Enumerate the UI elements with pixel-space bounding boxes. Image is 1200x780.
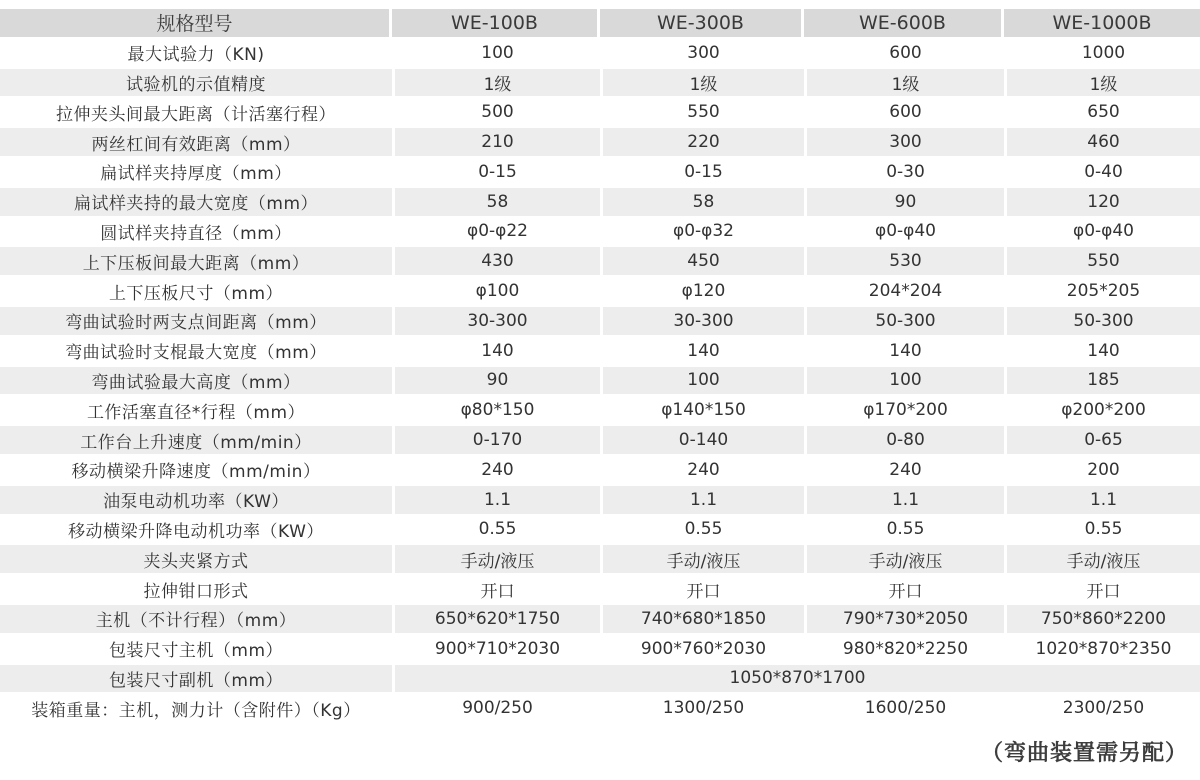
table-cell: 300 [804,128,1004,156]
table-cell: 430 [392,247,600,275]
table-cell: 204*204 [804,277,1004,305]
table-row [0,39,1200,67]
table-cell: 140 [804,337,1004,365]
table-row [0,575,1200,603]
table-cell: 240 [804,456,1004,484]
table-row [0,218,1200,246]
table-row [0,247,1200,275]
table-row [0,665,1200,693]
table-cell: 140 [600,337,804,365]
row-label: 装箱重量：主机，测力计（含附件）（Kg） [0,694,392,722]
table-cell: 58 [600,188,804,216]
row-label: 弯曲试验最大高度（mm） [0,367,392,395]
table-cell: 980*820*2250 [804,635,1004,663]
table-cell: 1级 [804,69,1004,97]
table-row [0,486,1200,514]
table-cell: 1.1 [1004,486,1200,514]
row-label: 圆试样夹持直径（mm） [0,218,392,246]
row-label: 包装尺寸副机（mm） [0,665,392,693]
table-cell: 600 [804,39,1004,67]
table-cell: φ200*200 [1004,396,1200,424]
table-cell: 1600/250 [804,694,1004,722]
table-cell: φ0-φ40 [804,218,1004,246]
table-row [0,694,1200,722]
table-row [0,605,1200,633]
table-cell: 1050*870*1700 [392,665,1200,693]
table-cell: 240 [392,456,600,484]
table-cell: 1级 [392,69,600,97]
row-label: 拉伸钳口形式 [0,575,392,603]
row-label: 拉伸夹头间最大距离（计活塞行程） [0,98,392,126]
table-cell: φ100 [392,277,600,305]
row-label: 两丝杠间有效距离（mm） [0,128,392,156]
table-cell: 2300/250 [1004,694,1200,722]
table-body [0,39,1200,722]
table-cell: 0.55 [392,516,600,544]
table-cell: 开口 [600,575,804,603]
table-cell: 1000 [1004,39,1200,67]
table-cell: 开口 [804,575,1004,603]
header-cell: WE-1000B [1004,9,1200,37]
table-cell: 650 [1004,98,1200,126]
spec-table [0,7,1200,724]
table-cell: 550 [1004,247,1200,275]
table-cell: 750*860*2200 [1004,605,1200,633]
table-cell: 185 [1004,367,1200,395]
table-cell: 740*680*1850 [600,605,804,633]
table-cell: 手动/液压 [1004,545,1200,573]
header-cell: WE-600B [804,9,1004,37]
table-cell: 0-15 [600,158,804,186]
table-cell: 0-15 [392,158,600,186]
table-cell: 200 [1004,456,1200,484]
table-cell: φ0-φ22 [392,218,600,246]
table-cell: φ120 [600,277,804,305]
row-label: 工作台上升速度（mm/min） [0,426,392,454]
table-cell: 900*710*2030 [392,635,600,663]
table-cell: 开口 [1004,575,1200,603]
table-cell: 240 [600,456,804,484]
table-cell: 90 [392,367,600,395]
table-cell: 1级 [600,69,804,97]
table-cell: 900*760*2030 [600,635,804,663]
row-label: 弯曲试验时两支点间距离（mm） [0,307,392,335]
table-cell: 30-300 [600,307,804,335]
footnote: （弯曲装置需另配） [980,741,1188,766]
table-row [0,337,1200,365]
table-cell: 50-300 [804,307,1004,335]
table-cell: 58 [392,188,600,216]
table-cell: 0-40 [1004,158,1200,186]
table-cell: 300 [600,39,804,67]
table-cell: 120 [1004,188,1200,216]
table-cell: 140 [1004,337,1200,365]
table-row [0,158,1200,186]
row-label: 主机（不计行程）（mm） [0,605,392,633]
header-cell: WE-300B [600,9,804,37]
table-cell: 500 [392,98,600,126]
table-cell: 1.1 [600,486,804,514]
table-cell: 50-300 [1004,307,1200,335]
row-label: 移动横梁升降电动机功率（KW） [0,516,392,544]
table-row [0,69,1200,97]
table-row [0,98,1200,126]
table-cell: 220 [600,128,804,156]
row-label: 上下压板尺寸（mm） [0,277,392,305]
table-cell: 手动/液压 [804,545,1004,573]
table-cell: 100 [804,367,1004,395]
row-label: 最大试验力（KN) [0,39,392,67]
table-row [0,128,1200,156]
table-cell: 0.55 [1004,516,1200,544]
header-cell: WE-100B [392,9,600,37]
table-cell: 205*205 [1004,277,1200,305]
table-cell: 790*730*2050 [804,605,1004,633]
row-label: 试验机的示值精度 [0,69,392,97]
row-label: 工作活塞直径*行程（mm） [0,396,392,424]
table-cell: 900/250 [392,694,600,722]
table-cell: 1300/250 [600,694,804,722]
table-cell: 600 [804,98,1004,126]
table-cell: 450 [600,247,804,275]
table-cell: 手动/液压 [600,545,804,573]
table-cell: 0-30 [804,158,1004,186]
row-label: 移动横梁升降速度（mm/min） [0,456,392,484]
table-row [0,188,1200,216]
table-cell: 0.55 [804,516,1004,544]
table-row [0,456,1200,484]
table-row [0,367,1200,395]
table-cell: φ140*150 [600,396,804,424]
table-row [0,545,1200,573]
table-row [0,277,1200,305]
row-label: 包装尺寸主机（mm） [0,635,392,663]
row-label: 夹头夹紧方式 [0,545,392,573]
table-cell: 650*620*1750 [392,605,600,633]
table-cell: φ80*150 [392,396,600,424]
table-row [0,396,1200,424]
table-cell: 1020*870*2350 [1004,635,1200,663]
table-cell: 210 [392,128,600,156]
table-cell: 手动/液压 [392,545,600,573]
table-cell: 550 [600,98,804,126]
table-cell: 0.55 [600,516,804,544]
table-row [0,307,1200,335]
row-label: 上下压板间最大距离（mm） [0,247,392,275]
table-cell: 100 [392,39,600,67]
table-cell: 0-170 [392,426,600,454]
table-row [0,516,1200,544]
table-cell: 1级 [1004,69,1200,97]
table-row [0,426,1200,454]
row-label: 扁试样夹持的最大宽度（mm） [0,188,392,216]
row-label: 弯曲试验时支棍最大宽度（mm） [0,337,392,365]
table-cell: 1.1 [804,486,1004,514]
table-cell: φ0-φ32 [600,218,804,246]
header-cell: 规格型号 [0,9,392,37]
table-header-row [0,9,1200,37]
row-label: 油泵电动机功率（KW） [0,486,392,514]
table-cell: 460 [1004,128,1200,156]
table-cell: 140 [392,337,600,365]
table-cell: 0-65 [1004,426,1200,454]
table-cell: φ0-φ40 [1004,218,1200,246]
row-label: 扁试样夹持厚度（mm） [0,158,392,186]
table-cell: 30-300 [392,307,600,335]
table-cell: 开口 [392,575,600,603]
table-cell: 1.1 [392,486,600,514]
table-cell: 90 [804,188,1004,216]
table-cell: φ170*200 [804,396,1004,424]
table-cell: 0-140 [600,426,804,454]
table-cell: 0-80 [804,426,1004,454]
table-row [0,635,1200,663]
table-cell: 100 [600,367,804,395]
table-cell: 530 [804,247,1004,275]
